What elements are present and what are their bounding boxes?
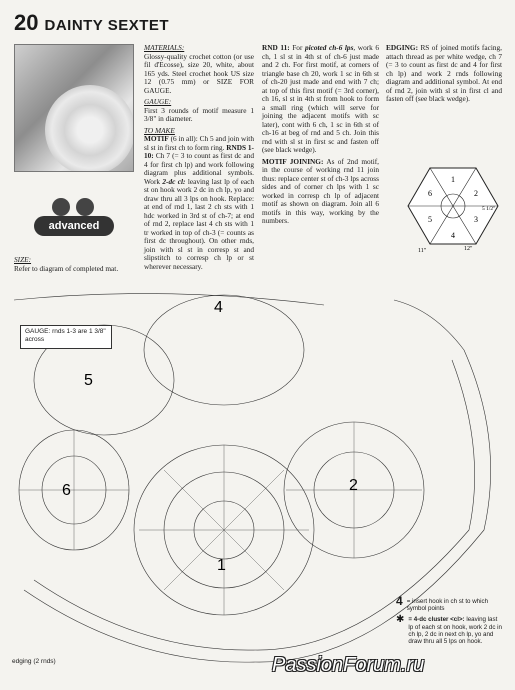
size-heading: SIZE:: [14, 255, 32, 264]
chart-motif-label: 6: [62, 482, 71, 499]
legend-cluster-term: = 4-dc cluster <cl>:: [408, 616, 465, 624]
symbol-legend: [396, 594, 502, 649]
dimension-right: 12": [464, 246, 473, 252]
edging-label: edging (2 rnds): [12, 658, 56, 665]
pattern-title: DAINTY SEXTET: [44, 17, 170, 34]
edging-lead: EDGING:: [386, 43, 419, 52]
materials-text: Glossy-quality crochet cotton (or use fil d'Ecosse), size 20, white, about 165 yds. Steel crochet hook US size 12 (0.75 mm) or SIZE FOR GAUGE.: [144, 51, 254, 95]
pattern-number: 20: [14, 10, 39, 35]
motif-number: 2: [474, 189, 478, 198]
chart-motif-label: 1: [217, 557, 226, 574]
picot-term: picoted ch-6 lps: [304, 43, 354, 52]
rnd11-pre: For: [292, 43, 303, 52]
cluster-icon: ✱: [396, 614, 405, 626]
chart-motif-label: 5: [84, 372, 93, 389]
chart-motif-label: 4: [214, 299, 223, 316]
motif-number: 6: [428, 189, 432, 198]
rnds-lead: RNDS 1-10:: [144, 142, 254, 160]
size-text: Refer to diagram of completed mat.: [14, 263, 119, 273]
cherry-icon: [76, 198, 94, 216]
motif-number: 3: [474, 215, 478, 224]
motif-number: 1: [451, 175, 455, 184]
dimension-left: 11": [418, 248, 427, 252]
size-block: [14, 256, 132, 273]
motif-text: (6 in all): Ch 5 and join with sl st in first ch to form ring.: [144, 134, 254, 152]
instructions-column-1: [144, 44, 254, 274]
motif-assembly-diagram: [400, 160, 506, 252]
gauge-heading: GAUGE:: [144, 97, 172, 106]
advanced-badge: [34, 198, 114, 242]
rnds-text: Ch 7 (= 3 to count as first dc and 4 for first ch lp) and work following diagram plus additional symbols. Work: [144, 151, 254, 186]
motif-number: 4: [451, 231, 455, 240]
rnd11-text: , work 6 ch, 1 sl st in 4th st of ch-6 just made and 2 ch. For first motif, at corners of triangle base ch 20, work 1 sc in 6th st of ch-20 just made and end with 7 ch; at top of this first motif (= 3rd corner), ch 16, sl st in 4th st from hook to form a small ring (which will serve for joining the adjacent motifs with sc later), cont with 6 ch, 1 sc in 6th st of ch-16 at beg of rnd and 5 ch. Join this rnd with sl st in first sc and fasten off (see black wedge).: [262, 43, 379, 154]
doily-photo: [14, 44, 134, 172]
instructions-column-3: [386, 44, 502, 107]
rnd11-lead: RND 11:: [262, 43, 290, 52]
joining-text: As of 2nd motif, in the course of working rnd 11 join thus: replace center st of ch-3 lps across sides and of corner ch lps with 1 sc worked in corresp ch lp of adjacent motif as shown on diagram. Join all 6 motifs in this way, working by the numbers.: [262, 156, 380, 225]
pattern-header: [14, 10, 169, 36]
cherry-icon: [52, 198, 70, 216]
materials-heading: MATERIALS:: [144, 43, 185, 52]
chart-motif-label: 2: [349, 477, 358, 494]
legend-cluster-text: leaving last lp of each st on hook, work 2 dc in ch lp, 2 dc in next ch lp, yo and draw thru all 5 lps on hook.: [408, 616, 502, 646]
badge-label: advanced: [34, 216, 114, 236]
motif-number: 5: [428, 215, 432, 224]
to-make-heading: TO MAKE: [144, 125, 175, 135]
joining-lead: MOTIF JOINING:: [262, 156, 324, 166]
cluster-term: 2-dc cl:: [162, 176, 186, 186]
edging-text: RS of joined motifs facing, attach thread as per white wedge, ch 7 (= 3 to count as first dc and 4 for first ch lp) and work 2 rnds following diagram and additional symbol. At end of rnd 2, join with sl st in first cl and fasten off (see black wedge).: [386, 43, 502, 103]
legend-insert-text: = insert hook in ch st to which symbol points: [406, 598, 489, 613]
site-watermark: PassionForum.ru: [272, 654, 425, 676]
dimension-inner: 5 1/2": [482, 206, 496, 212]
motif-lead: MOTIF: [144, 134, 169, 143]
doily-image: [45, 85, 134, 172]
gauge-callout: GAUGE: rnds 1-3 are 1 3/8" across: [20, 325, 112, 349]
instructions-column-2: [262, 44, 379, 229]
cluster-text: leaving last lp of each st on hook work 2 dc in ch lp, yo and draw thru all 3 lps on hook. Replace: at end of rnd 1, last 2 ch sts with 1 hdc worked in 3rd st of ch-7; at end of rnd 2, replace last 4 ch sts with 1 tr worked in top of ch-3 (= counts as first dc throughout). On other rnds, join with sl st in corresp st and slipstitch to corresp ch lp or st wherever necessary.: [144, 176, 254, 271]
gauge-text: First 3 rounds of motif measure 1 3/8" in diameter.: [144, 105, 254, 123]
insert-hook-icon: 4: [396, 594, 403, 608]
